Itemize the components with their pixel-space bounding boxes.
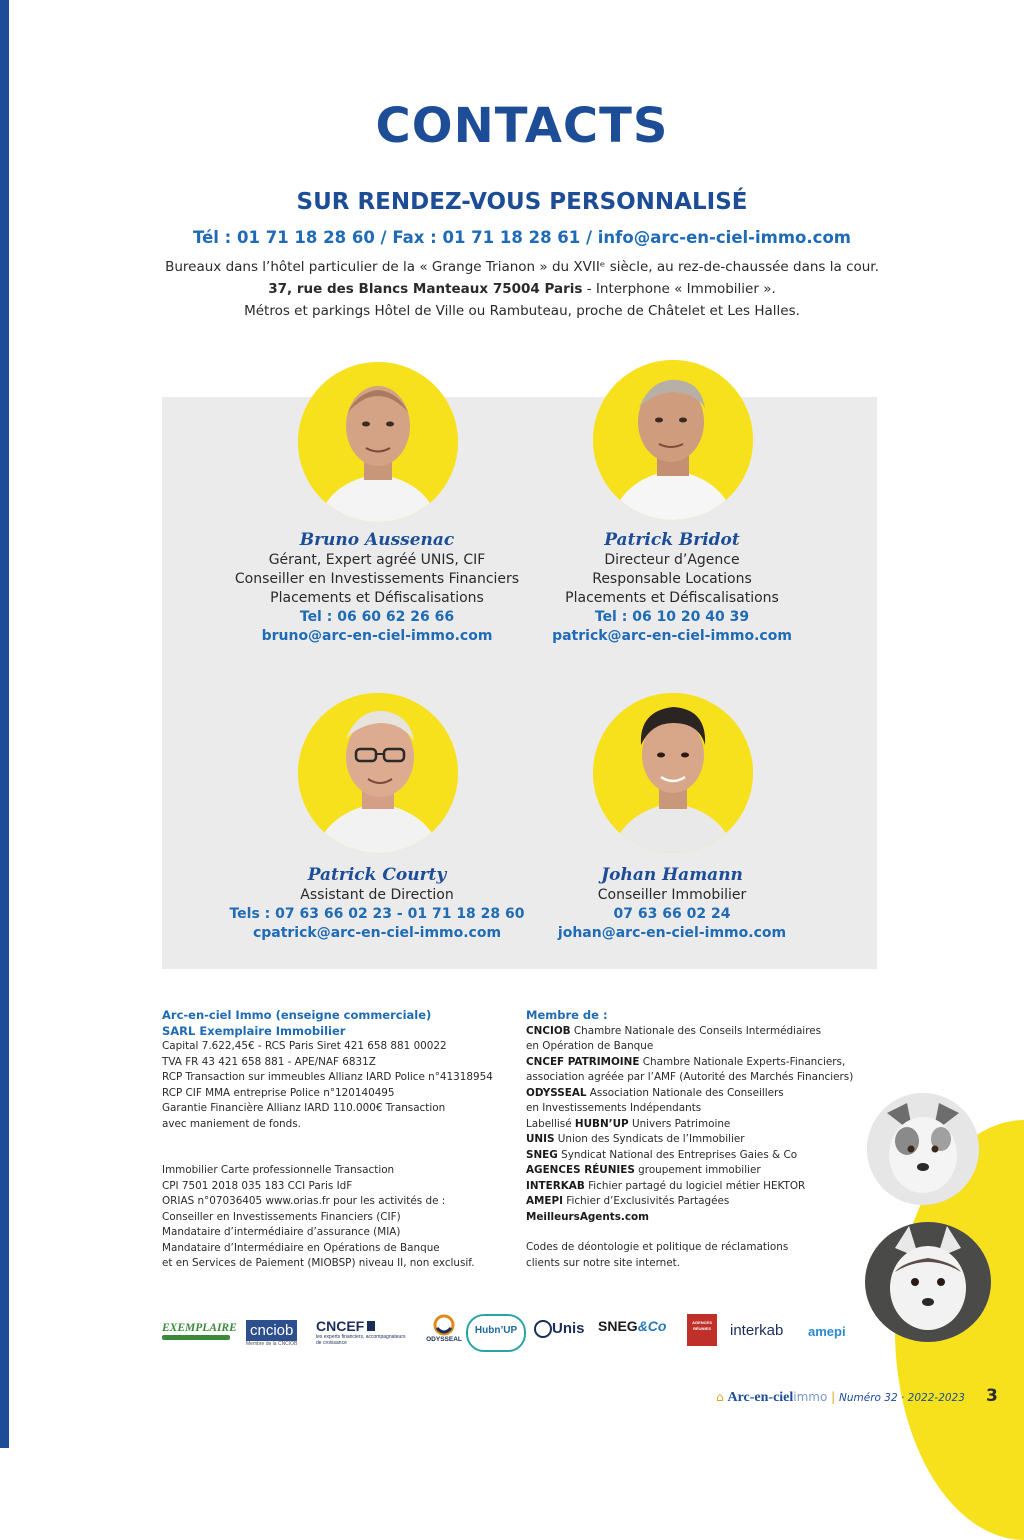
unis-logo: Unis	[534, 1320, 585, 1338]
company-line: CPI 7501 2018 035 183 CCI Paris IdF	[162, 1179, 353, 1192]
company-line: RCP Transaction sur immeubles Allianz IARD Police n°41318954	[162, 1071, 493, 1083]
membership-item: SNEG Syndicat National des Entreprises Gaies & Co	[526, 1148, 798, 1161]
dog-photo-husky	[865, 1222, 991, 1342]
membership-item: ODYSSEAL Association Nationale des Conseillers	[526, 1086, 784, 1099]
membership-item: en Investissements Indépendants	[526, 1102, 702, 1114]
interkab-logo: interkab	[730, 1322, 784, 1339]
company-line: Mandataire d’intermédiaire d’assurance (MIA)	[162, 1226, 401, 1238]
odysseal-logo: ODYSSEAL	[424, 1314, 464, 1343]
person-role: Conseiller Immobilier	[597, 887, 747, 903]
person-role: Responsable Locations	[592, 571, 752, 587]
agences-reunies-logo: AGENCES RÉUNIES	[687, 1314, 717, 1346]
company-info	[162, 1008, 512, 1132]
company-line: ORIAS n°07036405 www.orias.fr pour les activités de :	[162, 1195, 446, 1207]
footer-brand: ⌂ Arc-en-cielimmo | Numéro 32 · 2022-2023	[716, 1390, 965, 1405]
cnciob-logo: cnciob Membre de la CNCIOB	[246, 1322, 298, 1347]
person-name: Patrick Bridot	[604, 530, 740, 550]
person-name: Patrick Courty	[307, 865, 447, 885]
company-line: et en Services de Paiement (MIOBSP) niveau II, non exclusif.	[162, 1257, 475, 1269]
person-role: Placements et Défiscalisations	[565, 590, 779, 606]
person-card-johan	[542, 864, 802, 943]
person-role: Assistant de Direction	[300, 887, 454, 903]
membership-item: CNCIOB Chambre Nationale des Conseils Intermédiaires	[526, 1024, 822, 1037]
person-card-patrick-courty	[222, 864, 532, 943]
person-name: Bruno Aussenac	[299, 530, 455, 550]
cncef-logo: CNCEF les experts financiers, accompagnateurs de croissance	[316, 1318, 406, 1346]
company-heading: Arc-en-ciel Immo (enseigne commerciale)	[162, 1008, 432, 1022]
sneg-logo: SNEG&Co	[598, 1318, 667, 1334]
person-phone[interactable]: Tels : 07 63 66 02 23 - 01 71 18 28 60	[229, 906, 525, 922]
company-line: Mandataire d’Intermédiaire en Opérations de Banque	[162, 1241, 440, 1254]
membership-info	[526, 1008, 876, 1271]
company-line: Capital 7.622,45€ - RCS Paris Siret 421 658 881 00022	[162, 1040, 447, 1052]
address-line-2	[0, 281, 1024, 297]
person-email[interactable]: patrick@arc-en-ciel-immo.com	[552, 628, 792, 644]
membership-item: MeilleursAgents.com	[526, 1210, 649, 1223]
exemplaire-logo: EXEMPLAIRE	[162, 1322, 237, 1340]
page-title: CONTACTS	[375, 98, 669, 154]
person-role: Directeur d’Agence	[604, 552, 740, 568]
company-line: Garantie Financière Allianz IARD 110.000€ Transaction	[162, 1102, 446, 1114]
membership-item: CNCEF PATRIMOINE Chambre Nationale Experts-Financiers,	[526, 1055, 846, 1068]
membership-item: Labellisé HUBN’UP Univers Patrimoine	[526, 1117, 731, 1130]
address-line-1: Bureaux dans l’hôtel particulier de la « Grange Trianon » du XVIIᵉ siècle, au rez-de-chaussée dans la cour.	[165, 259, 879, 275]
address-street: 37, rue des Blancs Manteaux 75004 Paris	[268, 281, 583, 297]
membership-footer-line: clients sur notre site internet.	[526, 1256, 681, 1269]
membership-item: en Opération de Banque	[526, 1040, 654, 1052]
membership-item: association agréée par l’AMF (Autorité des Marchés Financiers)	[526, 1071, 854, 1083]
issue-number: Numéro 32 · 2022-2023	[839, 1392, 965, 1404]
dog-photo-aussie	[867, 1093, 979, 1205]
page-number: 3	[986, 1386, 998, 1406]
company-registration	[162, 1163, 512, 1272]
portrait-patrick-courty-photo	[298, 693, 458, 853]
partner-logos	[162, 1312, 862, 1352]
person-email[interactable]: bruno@arc-en-ciel-immo.com	[261, 628, 493, 644]
company-line: RCP CIF MMA entreprise Police n°120140495	[162, 1086, 395, 1099]
person-card-patrick-bridot	[542, 529, 802, 646]
person-phone[interactable]: Tel : 06 10 20 40 39	[594, 609, 750, 625]
company-legal-name: SARL Exemplaire Immobilier	[162, 1023, 346, 1038]
company-line: Conseiller en Investissements Financiers (CIF)	[162, 1210, 401, 1223]
membership-item: UNIS Union des Syndicats de l’Immobilier	[526, 1133, 745, 1145]
membership-item: AGENCES RÉUNIES groupement immobilier	[526, 1164, 761, 1176]
membership-item: INTERKAB Fichier partagé du logiciel métier HEKTOR	[526, 1179, 806, 1192]
person-role: Placements et Défiscalisations	[270, 590, 484, 606]
person-email[interactable]: cpatrick@arc-en-ciel-immo.com	[252, 925, 502, 941]
person-email[interactable]: johan@arc-en-ciel-immo.com	[557, 925, 787, 941]
membership-heading: Membre de :	[526, 1008, 608, 1022]
company-line: avec maniement de fonds.	[162, 1117, 301, 1130]
address-interphone: - Interphone « Immobilier ».	[582, 281, 776, 297]
person-phone[interactable]: Tel : 06 60 62 26 66	[299, 609, 455, 625]
person-role: Conseiller en Investissements Financiers	[234, 571, 520, 587]
portrait-johan-photo	[593, 693, 753, 853]
portrait-bruno-photo	[298, 362, 458, 522]
company-line: TVA FR 43 421 658 881 - APE/NAF 6831Z	[162, 1055, 376, 1068]
person-role: Gérant, Expert agréé UNIS, CIF	[268, 552, 486, 568]
contact-line[interactable]: Tél : 01 71 18 28 60 / Fax : 01 71 18 28 61 / info@arc-en-ciel-immo.com	[193, 228, 851, 247]
left-accent-bar	[0, 0, 9, 1448]
membership-item: AMEPI Fichier d’Exclusivités Partagées	[526, 1195, 730, 1207]
address-line-3: Métros et parkings Hôtel de Ville ou Rambuteau, proche de Châtelet et Les Halles.	[244, 303, 800, 319]
hubnup-logo: Hubn’UP	[466, 1314, 526, 1352]
company-line: Immobilier Carte professionnelle Transaction	[162, 1164, 395, 1176]
page-subtitle: SUR RENDEZ-VOUS PERSONNALISÉ	[296, 189, 748, 215]
person-phone[interactable]: 07 63 66 02 24	[613, 906, 731, 922]
person-card-bruno	[214, 529, 540, 646]
amepi-logo: amepi	[808, 1324, 846, 1339]
person-name: Johan Hamann	[601, 865, 743, 885]
portrait-patrick-bridot-photo	[593, 360, 753, 520]
membership-footer-line: Codes de déontologie et politique de réclamations	[526, 1241, 789, 1253]
